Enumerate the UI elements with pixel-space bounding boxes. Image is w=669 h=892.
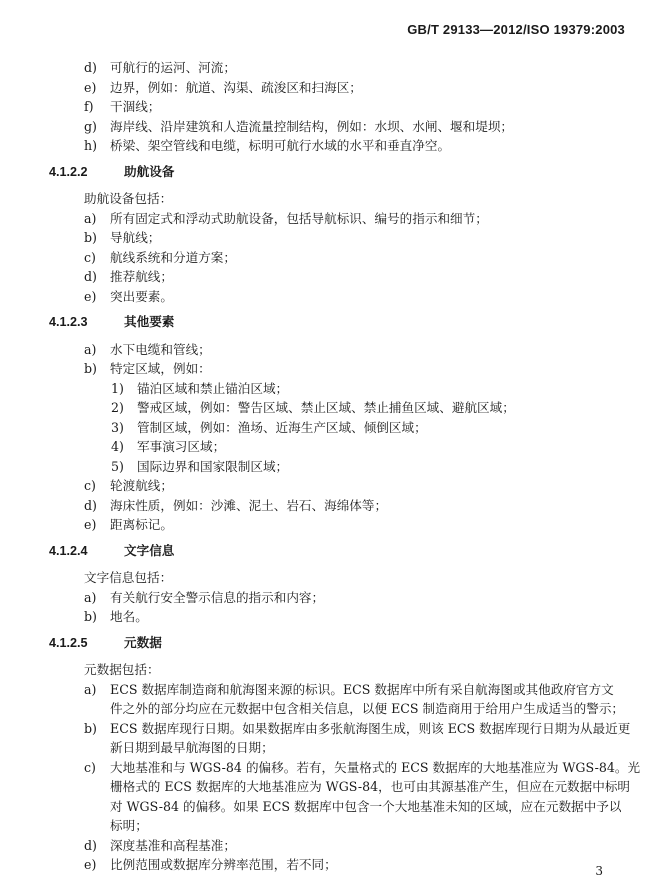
list-item — [0, 758, 669, 778]
list-label: h) — [84, 138, 98, 153]
list-label: b) — [84, 609, 97, 624]
list-item — [0, 855, 669, 875]
list-text: 桥梁、架空管线和电缆，标明可航行水域的水平和垂直净空。 — [110, 138, 451, 153]
list-item — [0, 359, 669, 379]
sub-list-text: 管制区域，例如：渔场、近海生产区域、倾倒区域； — [137, 419, 427, 435]
intro-text: 元数据包括： — [84, 662, 160, 677]
list-item-continuation — [0, 738, 669, 758]
section-number: 4.1.2.3 — [49, 315, 88, 329]
section-intro — [0, 568, 669, 588]
list-item-continuation — [0, 777, 669, 797]
sub-list-text: 国际边界和国家限制区域； — [137, 458, 289, 474]
list-item — [0, 228, 669, 248]
list-label: c) — [84, 759, 96, 775]
sub-list-label: 3) — [111, 419, 124, 435]
sub-list-item — [0, 398, 669, 418]
sub-list-label: 5) — [111, 458, 124, 474]
list-label: d) — [84, 497, 97, 513]
list-text: 海岸线、沿岸建筑和人造流量控制结构，例如：水坝、水闸、堰和堤坝； — [110, 118, 513, 134]
sub-list-label: 1) — [111, 380, 124, 396]
list-text: 距离标记。 — [110, 517, 173, 532]
section-number: 4.1.2.5 — [49, 635, 88, 650]
list-text: 对 WGS-84 的偏移。如果 ECS 数据库中包含一个大地基准未知的区域，应在元数据中予以 — [110, 798, 622, 814]
section-title: 助航设备 — [124, 164, 175, 179]
list-text: 件之外的部分均应在元数据中包含相关信息，以便 ECS 制造商用于给用户生成适当的警示； — [110, 701, 625, 716]
list-item — [0, 287, 669, 307]
sub-list-item — [0, 457, 669, 477]
list-item — [0, 58, 669, 78]
list-item — [0, 515, 669, 535]
list-item — [0, 136, 669, 156]
list-text: 导航线； — [110, 230, 161, 245]
list-item — [0, 476, 669, 496]
sub-list-text: 警戒区域，例如：警告区域、禁止区域、禁止捕鱼区域、避航区域； — [137, 400, 515, 415]
section-title: 元数据 — [124, 635, 162, 650]
section-number: 4.1.2.4 — [49, 543, 88, 558]
list-text: 大地基准和与 WGS-84 的偏移。若有，矢量格式的 ECS 数据库的大地基准应为 WGS-84。光 — [110, 759, 641, 775]
section-heading-4-1-2-3 — [0, 313, 669, 333]
list-label: d) — [84, 60, 97, 75]
section-number: 4.1.2.2 — [49, 164, 88, 179]
list-text: 地名。 — [110, 609, 148, 624]
standard-id-header: GB/T 29133—2012/ISO 19379:2003 — [407, 22, 625, 37]
list-label: c) — [84, 249, 96, 265]
sub-list-item — [0, 437, 669, 457]
list-text: 干涸线； — [110, 99, 161, 114]
list-item — [0, 78, 669, 98]
list-label: b) — [84, 230, 97, 245]
list-label: e) — [84, 857, 97, 872]
list-item — [0, 680, 669, 700]
list-text: 航线系统和分道方案； — [110, 249, 236, 265]
list-text: 海床性质，例如：沙滩、泥土、岩石、海绵体等； — [110, 497, 388, 513]
list-item — [0, 117, 669, 137]
list-item — [0, 209, 669, 229]
list-text: 推荐航线； — [110, 269, 173, 284]
list-label: d) — [84, 269, 97, 284]
list-text: 突出要素。 — [110, 288, 173, 304]
section-heading-4-1-2-5 — [0, 634, 669, 654]
list-text: ECS 数据库现行日期。如果数据库由多张航海图生成，则该 ECS 数据库现行日期为从最近更 — [110, 720, 631, 736]
intro-text: 文字信息包括： — [84, 570, 173, 585]
list-label: c) — [84, 478, 96, 493]
list-label: a) — [84, 210, 97, 226]
sub-list-label: 4) — [111, 439, 124, 454]
list-label: e) — [84, 517, 97, 532]
list-item — [0, 496, 669, 516]
list-text: 特定区域，例如： — [110, 361, 211, 376]
section-heading-4-1-2-4 — [0, 542, 669, 562]
section-title: 其他要素 — [124, 315, 175, 329]
list-text: 水下电缆和管线； — [110, 341, 211, 357]
list-item — [0, 607, 669, 627]
list-label: a) — [84, 589, 97, 605]
list-item — [0, 248, 669, 268]
list-text: 新日期到最早航海图的日期； — [110, 740, 274, 755]
section-heading-4-1-2-2 — [0, 163, 669, 183]
document-body — [0, 58, 669, 875]
list-text: 边界，例如：航道、沟渠、疏浚区和扫海区； — [110, 79, 362, 95]
sub-list-label: 2) — [111, 400, 124, 415]
list-item-continuation — [0, 816, 669, 836]
list-text: 所有固定式和浮动式助航设备，包括导航标识、编号的指示和细节； — [110, 210, 488, 226]
list-text: 栅格式的 ECS 数据库的大地基准应为 WGS-84，也可由其源基准产生，但应在元数据中标明 — [110, 779, 631, 794]
list-text: 深度基准和高程基准； — [110, 837, 236, 853]
list-label: b) — [84, 720, 97, 736]
list-item-continuation — [0, 699, 669, 719]
page-number: 3 — [595, 864, 603, 878]
sub-list-text: 锚泊区域和禁止锚泊区域； — [137, 380, 289, 396]
list-text: 比例范围或数据库分辨率范围，若不同； — [110, 857, 337, 872]
list-item — [0, 588, 669, 608]
list-label: e) — [84, 79, 97, 95]
list-text: 轮渡航线； — [110, 478, 173, 493]
list-item — [0, 836, 669, 856]
list-label: a) — [84, 341, 97, 357]
list-text: 标明； — [110, 818, 148, 833]
list-item — [0, 267, 669, 287]
list-label: f) — [84, 99, 94, 114]
sub-list-item — [0, 379, 669, 399]
list-label: a) — [84, 681, 97, 697]
list-item — [0, 97, 669, 117]
intro-text: 助航设备包括： — [84, 191, 173, 206]
list-text: 可航行的运河、河流； — [110, 60, 236, 75]
list-item-continuation — [0, 797, 669, 817]
section-intro — [0, 660, 669, 680]
list-label: e) — [84, 288, 97, 304]
sub-list-item — [0, 418, 669, 438]
sub-list-text: 军事演习区域； — [137, 439, 226, 454]
list-label: d) — [84, 837, 97, 853]
section-title: 文字信息 — [124, 543, 175, 558]
list-label: g) — [84, 118, 97, 134]
list-text: ECS 数据库制造商和航海图来源的标识。ECS 数据库中所有采自航海图或其他政府官方文 — [110, 681, 614, 697]
list-label: b) — [84, 361, 97, 376]
list-item — [0, 340, 669, 360]
section-intro — [0, 189, 669, 209]
list-item — [0, 719, 669, 739]
list-text: 有关航行安全警示信息的指示和内容； — [110, 589, 325, 605]
